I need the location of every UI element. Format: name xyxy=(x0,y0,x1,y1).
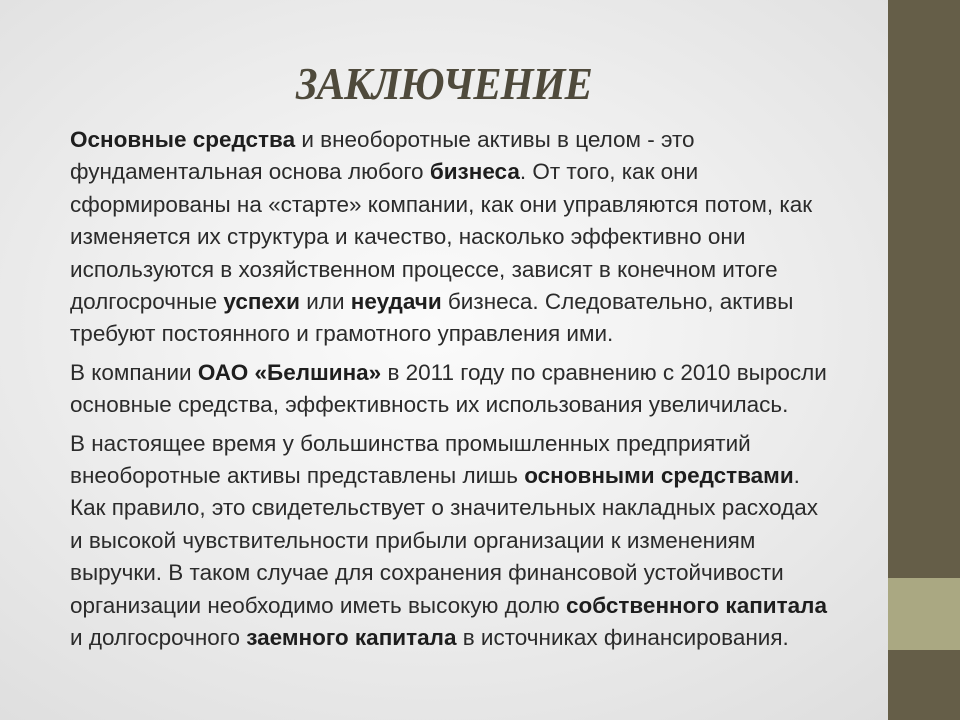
bold-text: заемного капитала xyxy=(246,625,457,651)
text: . Как правило, это свидетельствует о значительных накладных расходах и высокой чувствительности прибыли организации к изменениям выручки. В таком случае для сохранения финансовой устойчивости организации необходимо иметь высокую долю xyxy=(70,463,818,618)
text: В компании xyxy=(70,359,198,385)
paragraph-belshina xyxy=(70,357,830,422)
bold-text: ОАО «Белшина» xyxy=(197,359,382,385)
text: и долгосрочного xyxy=(70,625,247,651)
bold-text: неудачи xyxy=(350,289,442,315)
sidebar-accent-band xyxy=(888,578,960,650)
paragraph-capital-structure xyxy=(70,428,830,655)
bold-text: основными средствами xyxy=(524,463,794,489)
paragraph-fixed-assets xyxy=(70,124,830,351)
text: в 2011 году по сравнению с 2010 выросли основные средства, эффективность их использования увеличилась. xyxy=(70,359,827,418)
text: В настоящее время у большинства промышленных предприятий внеоборотные активы представлены лишь xyxy=(70,430,751,489)
text: в источниках финансирования. xyxy=(456,625,789,651)
decorative-sidebar xyxy=(888,0,960,720)
text: бизнеса. Следовательно, активы требуют постоянного и грамотного управления ими. xyxy=(70,289,794,347)
text: . От того, как они сформированы на «старте» компании, как они управляются потом, как изменяется их структура и качество, насколько эффективно они используются в хозяйственном процессе, зависят в конечном итоге долгосрочные xyxy=(70,159,813,315)
bold-text: Основные средства xyxy=(70,127,296,152)
text: и внеоборотные активы в целом - это фундаментальная основа любого xyxy=(70,127,695,185)
text: или xyxy=(300,289,351,315)
bold-text: собственного капитала xyxy=(566,592,827,618)
slide-body xyxy=(70,124,830,661)
bold-text: бизнеса xyxy=(429,159,520,185)
bold-text: успехи xyxy=(223,289,300,315)
slide-title: ЗАКЛЮЧЕНИЕ xyxy=(296,57,592,109)
